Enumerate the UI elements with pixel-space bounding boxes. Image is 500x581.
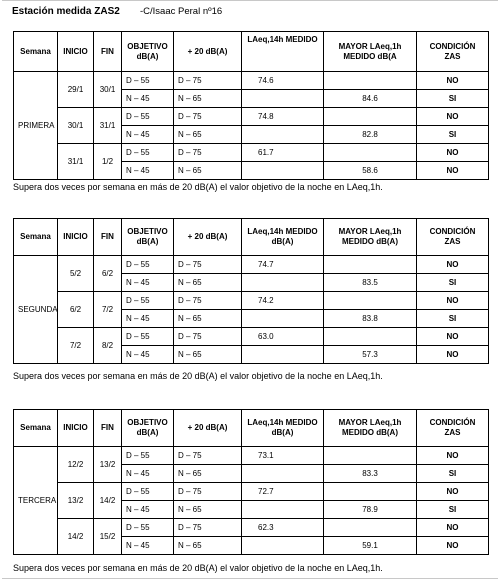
objetivo-cell: N – 45 xyxy=(122,501,174,519)
objetivo-cell: N – 45 xyxy=(122,537,174,555)
col-mayor xyxy=(324,219,417,256)
objetivo-cell: D – 55 xyxy=(122,519,174,537)
col-laeq xyxy=(242,410,324,447)
week-name: SEGUNDA xyxy=(14,256,58,364)
col-plus20: + 20 dB(A) xyxy=(174,219,242,256)
objetivo-cell: N – 45 xyxy=(122,162,174,180)
plus20-cell: N – 65 xyxy=(174,90,242,108)
plus20-cell: D – 75 xyxy=(174,328,242,346)
plus20-cell: N – 65 xyxy=(174,501,242,519)
table-row xyxy=(14,144,489,162)
laeq-cell xyxy=(242,537,324,555)
plus20-cell: N – 65 xyxy=(174,310,242,328)
document-header xyxy=(12,6,223,17)
plus20-cell: D – 75 xyxy=(174,483,242,501)
col-laeq xyxy=(242,219,324,256)
col-laeq-line2: dB(A) xyxy=(271,237,294,246)
laeq-cell xyxy=(242,346,324,364)
mayor-cell: 83.3 xyxy=(324,465,417,483)
day-inicio: 12/2 xyxy=(58,447,94,483)
condicion-cell: SI xyxy=(417,126,489,144)
laeq-cell: 62.3 xyxy=(242,519,324,537)
day-inicio: 29/1 xyxy=(58,72,94,108)
week-table-2 xyxy=(13,218,489,364)
col-inicio: INICIO xyxy=(58,32,94,72)
col-semana: Semana xyxy=(14,219,58,256)
condicion-cell: NO xyxy=(417,162,489,180)
col-mayor-line2: MEDIDO dB(A xyxy=(343,51,397,61)
col-cond-line1: CONDICIÓN xyxy=(429,418,476,427)
condicion-cell: NO xyxy=(417,519,489,537)
laeq-cell: 63.0 xyxy=(242,328,324,346)
laeq-cell xyxy=(242,162,324,180)
plus20-cell: N – 65 xyxy=(174,126,242,144)
col-cond-line2: ZAS xyxy=(444,428,461,437)
condicion-cell: NO xyxy=(417,447,489,465)
col-fin: FIN xyxy=(94,410,122,447)
mayor-cell: 59.1 xyxy=(324,537,417,555)
day-fin: 15/2 xyxy=(94,519,122,555)
col-plus20: + 20 dB(A) xyxy=(174,32,242,72)
mayor-cell: 58.6 xyxy=(324,162,417,180)
laeq-cell: 74.2 xyxy=(242,292,324,310)
table-row xyxy=(14,328,489,346)
plus20-cell: N – 65 xyxy=(174,465,242,483)
col-objetivo-line1: OBJETIVO xyxy=(127,41,168,51)
objetivo-cell: N – 45 xyxy=(122,274,174,292)
day-fin: 30/1 xyxy=(94,72,122,108)
col-mayor-line1: MAYOR LAeq,1h xyxy=(338,41,402,51)
col-mayor xyxy=(324,32,417,72)
day-fin: 8/2 xyxy=(94,328,122,364)
condicion-cell: SI xyxy=(417,465,489,483)
col-objetivo-line2: dB(A) xyxy=(136,51,159,61)
col-inicio: INICIO xyxy=(58,410,94,447)
objetivo-cell: N – 45 xyxy=(122,465,174,483)
header-row xyxy=(14,32,489,72)
mayor-cell xyxy=(324,292,417,310)
laeq-cell: 72.7 xyxy=(242,483,324,501)
mayor-cell: 83.5 xyxy=(324,274,417,292)
objetivo-cell: D – 55 xyxy=(122,108,174,126)
col-plus20: + 20 dB(A) xyxy=(174,410,242,447)
col-mayor-line1: MAYOR LAeq,1h xyxy=(338,227,402,236)
laeq-cell xyxy=(242,310,324,328)
mayor-cell xyxy=(324,483,417,501)
week-table-1 xyxy=(13,31,489,180)
laeq-cell xyxy=(242,90,324,108)
laeq-cell xyxy=(242,274,324,292)
objetivo-cell: N – 45 xyxy=(122,126,174,144)
day-fin: 6/2 xyxy=(94,256,122,292)
plus20-cell: D – 75 xyxy=(174,292,242,310)
day-inicio: 13/2 xyxy=(58,483,94,519)
col-objetivo-line1: OBJETIVO xyxy=(127,418,168,427)
mayor-cell xyxy=(324,328,417,346)
mayor-cell xyxy=(324,144,417,162)
plus20-cell: D – 75 xyxy=(174,256,242,274)
header-row xyxy=(14,410,489,447)
page-border-top xyxy=(2,0,498,1)
table-row xyxy=(14,447,489,465)
objetivo-cell: N – 45 xyxy=(122,346,174,364)
col-mayor xyxy=(324,410,417,447)
page-border-bottom xyxy=(2,578,498,579)
objetivo-cell: N – 45 xyxy=(122,310,174,328)
condicion-cell: NO xyxy=(417,328,489,346)
col-laeq-line2: dB(A) xyxy=(271,428,294,437)
week-section-1 xyxy=(13,31,488,180)
plus20-cell: N – 65 xyxy=(174,162,242,180)
col-objetivo-line2: dB(A) xyxy=(136,428,159,437)
laeq-cell: 73.1 xyxy=(242,447,324,465)
col-cond-line1: CONDICIÓN xyxy=(429,41,476,51)
day-fin: 1/2 xyxy=(94,144,122,180)
plus20-cell: D – 75 xyxy=(174,108,242,126)
condicion-cell: NO xyxy=(417,256,489,274)
laeq-cell xyxy=(242,465,324,483)
laeq-cell xyxy=(242,501,324,519)
col-condicion xyxy=(417,219,489,256)
table-row xyxy=(14,292,489,310)
day-inicio: 31/1 xyxy=(58,144,94,180)
col-condicion xyxy=(417,410,489,447)
col-cond-line1: CONDICIÓN xyxy=(429,227,476,236)
col-condicion xyxy=(417,32,489,72)
week-name: PRIMERA xyxy=(14,72,58,180)
col-cond-line2: ZAS xyxy=(444,51,461,61)
condicion-cell: NO xyxy=(417,292,489,310)
condicion-cell: SI xyxy=(417,274,489,292)
table-row xyxy=(14,256,489,274)
station-address: -C/Isaac Peral nº16 xyxy=(140,6,223,17)
col-laeq-line1: LAeq,14h MEDIDO xyxy=(247,418,318,427)
day-inicio: 7/2 xyxy=(58,328,94,364)
plus20-cell: N – 65 xyxy=(174,346,242,364)
header-row xyxy=(14,219,489,256)
day-inicio: 14/2 xyxy=(58,519,94,555)
col-semana: Semana xyxy=(14,32,58,72)
plus20-cell: D – 75 xyxy=(174,72,242,90)
condicion-cell: NO xyxy=(417,483,489,501)
week-section-3 xyxy=(13,409,488,555)
laeq-cell: 74.8 xyxy=(242,108,324,126)
station-title: Estación medida ZAS2 xyxy=(12,6,120,17)
week-note-3: Supera dos veces por semana en más de 20 dB(A) el valor objetivo de la noche en LAeq,1h. xyxy=(13,563,383,573)
laeq-cell xyxy=(242,126,324,144)
objetivo-cell: D – 55 xyxy=(122,292,174,310)
col-mayor-line2: MEDIDO dB(A) xyxy=(342,428,398,437)
col-laeq-line1: LAeq,14h MEDIDO xyxy=(247,227,318,236)
mayor-cell xyxy=(324,108,417,126)
mayor-cell xyxy=(324,519,417,537)
col-laeq-line1: LAeq,14h MEDIDO xyxy=(247,35,318,44)
condicion-cell: NO xyxy=(417,144,489,162)
table-row xyxy=(14,108,489,126)
day-fin: 14/2 xyxy=(94,483,122,519)
day-inicio: 6/2 xyxy=(58,292,94,328)
day-inicio: 5/2 xyxy=(58,256,94,292)
col-fin: FIN xyxy=(94,32,122,72)
plus20-cell: D – 75 xyxy=(174,519,242,537)
laeq-cell: 74.6 xyxy=(242,72,324,90)
mayor-cell: 83.8 xyxy=(324,310,417,328)
week-name: TERCERA xyxy=(14,447,58,555)
mayor-cell: 84.6 xyxy=(324,90,417,108)
table-row xyxy=(14,519,489,537)
table-row xyxy=(14,72,489,90)
day-fin: 7/2 xyxy=(94,292,122,328)
condicion-cell: NO xyxy=(417,108,489,126)
week-section-2 xyxy=(13,218,488,364)
week-note-1: Supera dos veces por semana en más de 20 dB(A) el valor objetivo de la noche en LAeq,1h. xyxy=(13,182,383,192)
laeq-cell: 74.7 xyxy=(242,256,324,274)
col-objetivo-line2: dB(A) xyxy=(136,237,159,246)
col-objetivo xyxy=(122,32,174,72)
col-laeq xyxy=(242,32,324,72)
plus20-cell: D – 75 xyxy=(174,144,242,162)
col-objetivo xyxy=(122,410,174,447)
condicion-cell: SI xyxy=(417,90,489,108)
objetivo-cell: D – 55 xyxy=(122,328,174,346)
condicion-cell: NO xyxy=(417,72,489,90)
col-inicio: INICIO xyxy=(58,219,94,256)
objetivo-cell: N – 45 xyxy=(122,90,174,108)
col-objetivo xyxy=(122,219,174,256)
col-semana: Semana xyxy=(14,410,58,447)
week-note-2: Supera dos veces por semana en más de 20 dB(A) el valor objetivo de la noche en LAeq,1h. xyxy=(13,371,383,381)
mayor-cell: 78.9 xyxy=(324,501,417,519)
mayor-cell: 82.8 xyxy=(324,126,417,144)
mayor-cell xyxy=(324,256,417,274)
condicion-cell: NO xyxy=(417,346,489,364)
col-cond-line2: ZAS xyxy=(444,237,461,246)
day-fin: 13/2 xyxy=(94,447,122,483)
condicion-cell: SI xyxy=(417,501,489,519)
objetivo-cell: D – 55 xyxy=(122,256,174,274)
col-objetivo-line1: OBJETIVO xyxy=(127,227,168,236)
week-table-3 xyxy=(13,409,489,555)
objetivo-cell: D – 55 xyxy=(122,483,174,501)
mayor-cell xyxy=(324,72,417,90)
table-row xyxy=(14,483,489,501)
mayor-cell: 57.3 xyxy=(324,346,417,364)
col-fin: FIN xyxy=(94,219,122,256)
col-mayor-line1: MAYOR LAeq,1h xyxy=(338,418,402,427)
condicion-cell: NO xyxy=(417,537,489,555)
col-mayor-line2: MEDIDO dB(A) xyxy=(342,237,398,246)
objetivo-cell: D – 55 xyxy=(122,72,174,90)
condicion-cell: SI xyxy=(417,310,489,328)
plus20-cell: N – 65 xyxy=(174,274,242,292)
plus20-cell: N – 65 xyxy=(174,537,242,555)
objetivo-cell: D – 55 xyxy=(122,447,174,465)
laeq-cell: 61.7 xyxy=(242,144,324,162)
plus20-cell: D – 75 xyxy=(174,447,242,465)
objetivo-cell: D – 55 xyxy=(122,144,174,162)
mayor-cell xyxy=(324,447,417,465)
day-inicio: 30/1 xyxy=(58,108,94,144)
day-fin: 31/1 xyxy=(94,108,122,144)
